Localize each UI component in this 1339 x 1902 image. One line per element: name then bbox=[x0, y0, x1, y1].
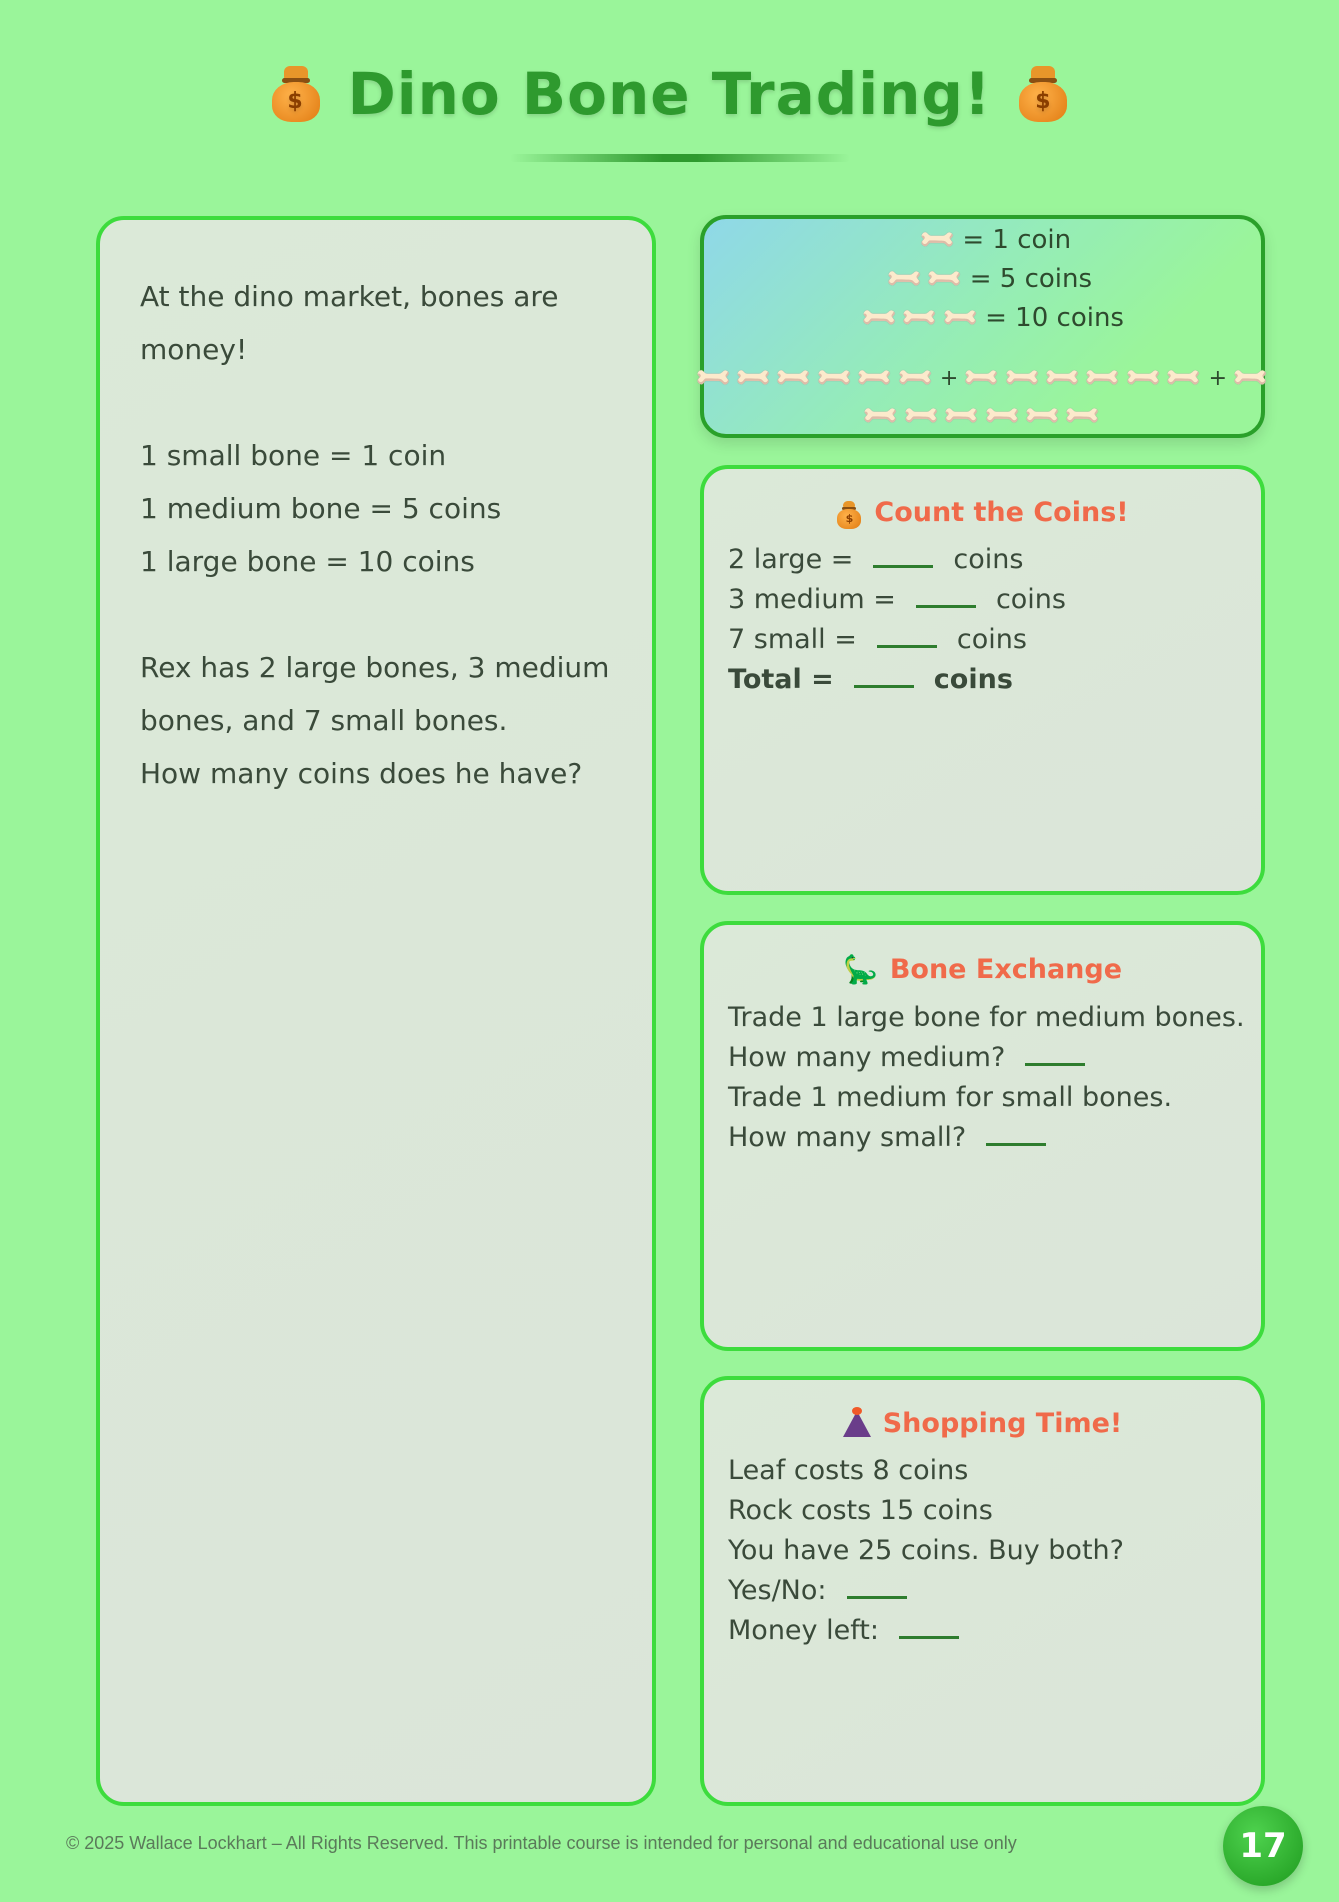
count-line-small: 7 small = coins bbox=[728, 620, 1237, 660]
bones-equation-row2 bbox=[704, 393, 1261, 439]
count-line-medium: 3 medium = coins bbox=[728, 580, 1237, 620]
legend-row-medium: 🦴 🦴 = 5 coins bbox=[883, 256, 1093, 302]
bone-icon: 🦴 bbox=[893, 355, 938, 401]
bone-icon: 🦴 bbox=[1061, 393, 1106, 439]
exchange-line-1: Trade 1 large bone for medium bones. bbox=[728, 1002, 1245, 1033]
count-coins-card bbox=[700, 465, 1265, 895]
legend-row-small: 🦴 = 1 coin bbox=[916, 217, 1072, 263]
dinosaur-icon: 🦕 bbox=[842, 953, 878, 986]
bone-icon: 🦴 bbox=[1000, 355, 1045, 401]
page-number-badge: 17 bbox=[1223, 1806, 1303, 1886]
answer-blank[interactable] bbox=[916, 581, 976, 608]
page-title: Dino Bone Trading! bbox=[347, 60, 992, 128]
title-bar bbox=[0, 60, 1339, 128]
money-bag-icon: $ bbox=[1017, 66, 1069, 122]
bone-icon: 🦴 bbox=[1041, 355, 1086, 401]
bone-legend-card bbox=[691, 215, 1274, 439]
bone-icon: 🦴 bbox=[1162, 355, 1207, 401]
volcano-icon bbox=[843, 1411, 871, 1437]
bone-icon: 🦴 bbox=[980, 393, 1025, 439]
bone-icon: 🦴 bbox=[691, 355, 736, 401]
exchange-line-4: How many small? bbox=[728, 1118, 1237, 1158]
count-coins-heading: $ Count the Coins! bbox=[728, 497, 1237, 528]
bone-icon: 🦴 bbox=[732, 355, 777, 401]
bones-equation bbox=[691, 355, 1274, 401]
exchange-line-3: Trade 1 medium for small bones. bbox=[728, 1082, 1173, 1113]
answer-blank[interactable] bbox=[854, 661, 914, 688]
bone-exchange-card bbox=[700, 921, 1265, 1351]
count-line-total: Total = coins bbox=[728, 660, 1237, 700]
shopping-line-2: Rock costs 15 coins bbox=[728, 1495, 993, 1526]
bone-icon: 🦴 bbox=[1121, 355, 1167, 401]
bone-icon: 🦴 bbox=[1021, 393, 1066, 439]
plus-sign: + bbox=[1208, 365, 1227, 391]
rate-medium: 1 medium bone = 5 coins bbox=[140, 492, 502, 525]
answer-blank[interactable] bbox=[847, 1572, 907, 1599]
bone-icon: 🦴 bbox=[923, 256, 968, 302]
bone-icon: 🦴 bbox=[960, 355, 1005, 401]
exchange-line-2: How many medium? bbox=[728, 1038, 1237, 1078]
shopping-line-1: Leaf costs 8 coins bbox=[728, 1455, 969, 1486]
answer-blank[interactable] bbox=[899, 1612, 959, 1639]
story-card bbox=[96, 216, 656, 1806]
bone-exchange-heading: 🦕 Bone Exchange bbox=[842, 953, 1123, 986]
bone-icon: 🦴 bbox=[1229, 355, 1274, 401]
bone-icon: 🦴 bbox=[858, 295, 903, 341]
shopping-line-5: Money left: bbox=[728, 1611, 1237, 1651]
page-title-row bbox=[270, 60, 1070, 128]
bone-icon: 🦴 bbox=[916, 217, 961, 263]
bone-icon: 🦴 bbox=[772, 355, 817, 401]
bone-icon: 🦴 bbox=[853, 355, 898, 401]
bone-icon: 🦴 bbox=[940, 393, 985, 439]
count-line-large: 2 large = coins bbox=[728, 540, 1237, 580]
bone-icon: 🦴 bbox=[898, 295, 943, 341]
rate-small: 1 small bone = 1 coin bbox=[140, 439, 447, 472]
story-question-ask: How many coins does he have? bbox=[140, 757, 583, 790]
bone-icon: 🦴 bbox=[812, 355, 857, 401]
shopping-card bbox=[700, 1376, 1265, 1806]
title-underline bbox=[510, 154, 850, 162]
bone-icon: 🦴 bbox=[899, 393, 944, 439]
money-bag-icon: $ bbox=[836, 501, 862, 529]
legend-row-large: 🦴 🦴 🦴 = 10 coins bbox=[858, 295, 1124, 341]
shopping-line-3: You have 25 coins. Buy both? bbox=[728, 1535, 1124, 1566]
shopping-heading: Shopping Time! bbox=[728, 1408, 1237, 1439]
bone-icon: 🦴 bbox=[883, 256, 928, 302]
answer-blank[interactable] bbox=[1025, 1039, 1085, 1066]
shopping-line-4: Yes/No: bbox=[728, 1571, 1237, 1611]
answer-blank[interactable] bbox=[877, 621, 937, 648]
money-bag-icon: $ bbox=[270, 66, 322, 122]
copyright-footer: © 2025 Wallace Lockhart – All Rights Reserved. This printable course is intended for personal and educational use only bbox=[66, 1833, 1017, 1853]
story-intro: At the dino market, bones are money! bbox=[140, 280, 559, 366]
bone-icon: 🦴 bbox=[938, 295, 983, 341]
bone-icon: 🦴 bbox=[859, 393, 904, 439]
plus-sign: + bbox=[939, 365, 959, 391]
answer-blank[interactable] bbox=[986, 1119, 1046, 1146]
rate-large: 1 large bone = 10 coins bbox=[140, 545, 475, 578]
story-question: Rex has 2 large bones, 3 medium bones, and 7 small bones. bbox=[140, 651, 610, 737]
answer-blank[interactable] bbox=[873, 541, 933, 568]
bone-icon: 🦴 bbox=[1081, 355, 1126, 401]
